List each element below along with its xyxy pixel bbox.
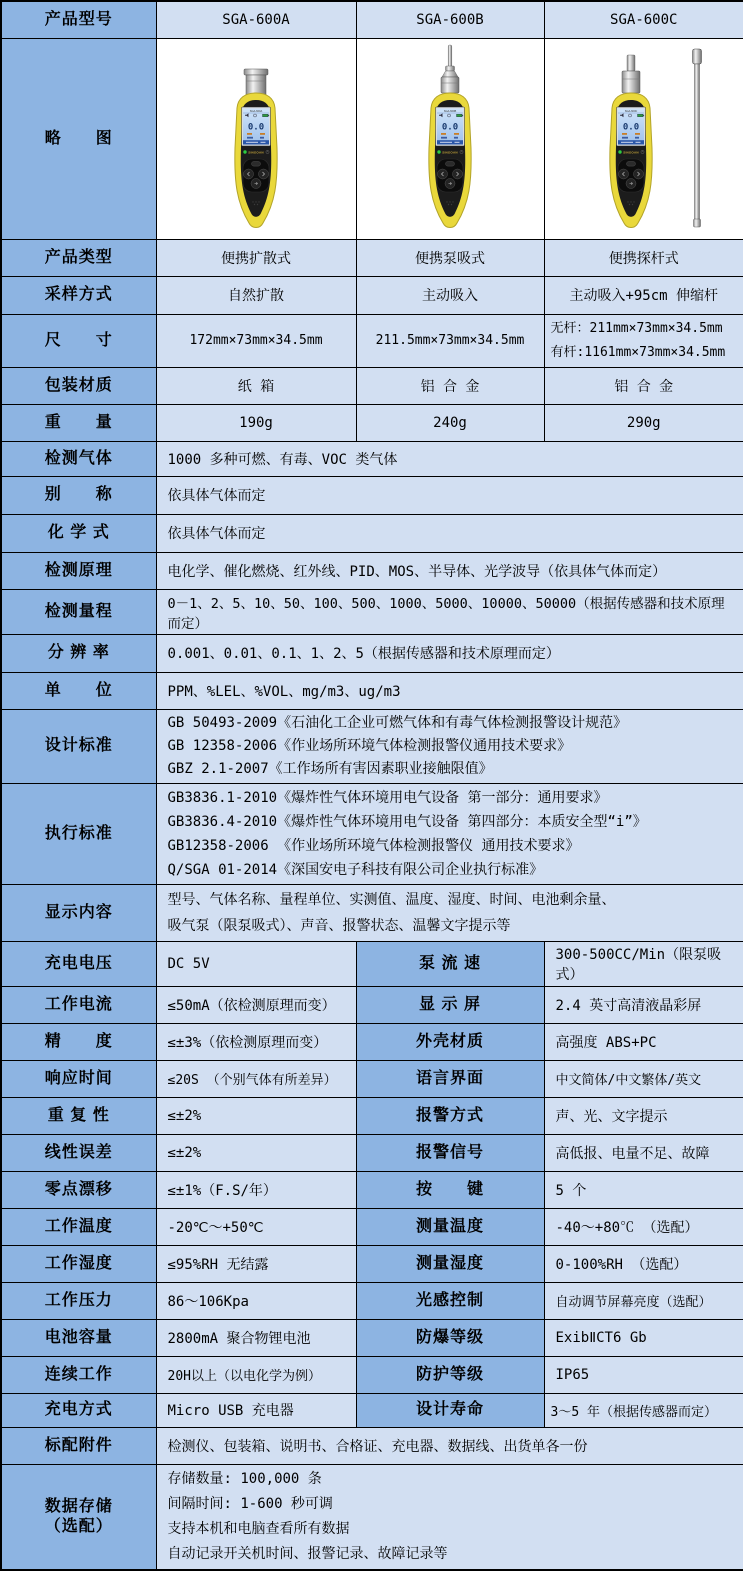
type-label: 产品类型 <box>1 239 156 276</box>
exec-standard-line: GB3836.4-2010《爆炸性气体环境用电气设备 第四部分：本质安全型“i”》 <box>167 813 647 830</box>
size-label: 尺 寸 <box>1 314 156 367</box>
right-button <box>633 169 643 179</box>
sensor-tube <box>627 55 635 71</box>
row-size <box>1 314 743 367</box>
design-standard-line: GBZ 2.1-2007《工作场所有害因素职业接触限值》 <box>167 760 493 777</box>
packaging-b: 铝 合 金 <box>356 367 544 404</box>
resolution-label: 分 辨 率 <box>1 634 156 672</box>
alarm-signal-value: 高低报、电量不足、故障 <box>544 1134 743 1171</box>
storage-label-line2: （选配） <box>44 1517 113 1535</box>
screen-reading: 0.0 <box>622 122 639 132</box>
zero-drift-value: ≤±1%（F.S/年） <box>156 1171 356 1208</box>
menu-button <box>252 161 261 166</box>
design-standard-line: GB 12358-2006《作业场所环境气体检测报警仪通用技术要求》 <box>167 737 572 754</box>
display-screen-value: 2.4 英寸高清液晶彩屏 <box>544 986 743 1023</box>
row-pair-5 <box>1 1134 743 1171</box>
screen-title: SGA-600C <box>624 109 638 113</box>
unit-value: PPM、%LEL、%VOL、mg/m3、ug/m3 <box>156 672 743 709</box>
light-control-label: 光感控制 <box>356 1282 544 1319</box>
range-label: 检测量程 <box>1 589 156 634</box>
exec-standard-line: GB12358-2006 《作业场所环境气体检测报警仪 通用技术要求》 <box>167 837 580 854</box>
gas-label: 检测气体 <box>1 441 156 476</box>
display-screen-label: 显 示 屏 <box>356 986 544 1023</box>
storage-label-line1: 数据存储 <box>44 1497 113 1515</box>
screen-title: SGA-600A <box>249 109 263 113</box>
battery-capacity-label: 电池容量 <box>1 1319 156 1356</box>
display-content-value <box>156 884 743 941</box>
pump-flow-label: 泵 流 速 <box>356 941 544 986</box>
weight-a: 190g <box>156 404 356 441</box>
display-content-label: 显示内容 <box>1 884 156 941</box>
measure-temp-value: -40～+80℃ （选配） <box>544 1208 743 1245</box>
working-current-label: 工作电流 <box>1 986 156 1023</box>
row-range <box>1 589 743 634</box>
row-alias <box>1 476 743 514</box>
accessories-label: 标配附件 <box>1 1427 156 1464</box>
exec-standard-value <box>156 783 743 884</box>
type-b: 便携泵吸式 <box>356 239 544 276</box>
left-button <box>438 169 448 179</box>
linearity-error-value: ≤±2% <box>156 1134 356 1171</box>
alarm-signal-label: 报警信号 <box>356 1134 544 1171</box>
buttons-value: 5 个 <box>544 1171 743 1208</box>
alias-value: 依具体气体而定 <box>156 476 743 514</box>
row-gas <box>1 441 743 476</box>
explosion-proof-label: 防爆等级 <box>356 1319 544 1356</box>
continuous-work-value: 20H以上（以电化学为例） <box>156 1356 356 1393</box>
repeatability-value: ≤±2% <box>156 1097 356 1134</box>
device-image-sga-600a <box>171 43 341 235</box>
screen-title: SGA-600B <box>443 109 457 113</box>
shell-material-value: 高强度 ABS+PC <box>544 1023 743 1060</box>
formula-value: 依具体气体而定 <box>156 514 743 552</box>
row-storage <box>1 1464 743 1570</box>
measure-temp-label: 测量温度 <box>356 1208 544 1245</box>
row-sampling <box>1 276 743 314</box>
row-pair-4 <box>1 1097 743 1134</box>
row-unit <box>1 672 743 709</box>
row-pair-1 <box>1 986 743 1023</box>
menu-button <box>626 161 635 166</box>
protection-level-label: 防护等级 <box>356 1356 544 1393</box>
row-pair-9 <box>1 1282 743 1319</box>
alarm-mode-label: 报警方式 <box>356 1097 544 1134</box>
row-display-content <box>1 884 743 941</box>
screen-reading: 0.0 <box>441 122 459 132</box>
sampling-label: 采样方式 <box>1 276 156 314</box>
right-button <box>259 169 269 179</box>
pump-flow-value: 300-500CC/Min（限泵吸式） <box>544 941 743 986</box>
storage-label <box>1 1464 156 1570</box>
charging-method-label: 充电方式 <box>1 1393 156 1427</box>
weight-b: 240g <box>356 404 544 441</box>
working-humidity-value: ≤95%RH 无结露 <box>156 1245 356 1282</box>
exec-standard-line: Q/SGA 01-2014《深国安电子科技有限公司企业执行标准》 <box>167 861 544 878</box>
principle-label: 检测原理 <box>1 552 156 589</box>
size-c <box>544 314 743 367</box>
working-temp-label: 工作温度 <box>1 1208 156 1245</box>
response-time-value: ≤20S （个别气体有所差异） <box>156 1060 356 1097</box>
battery-capacity-value: 2800mA 聚合物锂电池 <box>156 1319 356 1356</box>
formula-label: 化 学 式 <box>1 514 156 552</box>
principle-value: 电化学、催化燃烧、红外线、PID、MOS、半导体、光学波导（依具体气体而定） <box>156 552 743 589</box>
model-b: SGA-600B <box>356 1 544 38</box>
model-a: SGA-600A <box>156 1 356 38</box>
row-pair-3 <box>1 1060 743 1097</box>
measure-humidity-label: 测量湿度 <box>356 1245 544 1282</box>
left-button <box>244 169 254 179</box>
linearity-error-label: 线性误差 <box>1 1134 156 1171</box>
battery-icon <box>263 114 269 117</box>
gas-value: 1000 多种可燃、有毒、VOC 类气体 <box>156 441 743 476</box>
explosion-proof-value: ExibⅡCT6 Gb <box>544 1319 743 1356</box>
display-content-line: 吸气泵（限泵吸式）、声音、报警状态、温馨文字提示等 <box>167 917 511 934</box>
row-accessories <box>1 1427 743 1464</box>
sensor-cap <box>244 69 268 75</box>
light-control-value: 自动调节屏幕亮度（选配） <box>544 1282 743 1319</box>
working-humidity-label: 工作湿度 <box>1 1245 156 1282</box>
storage-line: 自动记录开关机时间、报警记录、故障记录等 <box>167 1545 448 1562</box>
size-c-line1: 无杆：211mm×73mm×34.5mm <box>550 320 723 336</box>
row-principle <box>1 552 743 589</box>
design-life-label: 设计寿命 <box>356 1393 544 1427</box>
battery-icon <box>457 114 463 117</box>
right-button <box>453 169 463 179</box>
unit-label: 单 位 <box>1 672 156 709</box>
packaging-c: 铝 合 金 <box>544 367 743 404</box>
design-life-value: 3～5 年（根据传感器而定） <box>544 1393 743 1427</box>
sketch-label: 略 图 <box>1 38 156 239</box>
weight-c: 290g <box>544 404 743 441</box>
probe-needle <box>448 45 452 67</box>
row-resolution <box>1 634 743 672</box>
shell-material-label: 外壳材质 <box>356 1023 544 1060</box>
accuracy-value: ≤±3%（依检测原理而变） <box>156 1023 356 1060</box>
row-pair-0 <box>1 941 743 986</box>
language-value: 中文简体/中文繁体/英文 <box>544 1060 743 1097</box>
row-pair-12 <box>1 1393 743 1427</box>
row-model <box>1 1 743 38</box>
sampling-a: 自然扩散 <box>156 276 356 314</box>
alias-label: 别 称 <box>1 476 156 514</box>
telescopic-rod <box>692 49 701 227</box>
brand-text: SINGOAN <box>623 150 639 155</box>
sketch-cell-c <box>544 38 743 239</box>
zero-drift-label: 零点漂移 <box>1 1171 156 1208</box>
measure-humidity-value: 0-100%RH （选配） <box>544 1245 743 1282</box>
device-image-sga-600b <box>365 43 535 235</box>
row-design-standard <box>1 709 743 783</box>
size-b: 211.5mm×73mm×34.5mm <box>356 314 544 367</box>
working-current-value: ≤50mA（依检测原理而变） <box>156 986 356 1023</box>
size-a: 172mm×73mm×34.5mm <box>156 314 356 367</box>
brand-text: SINGOAN <box>248 150 264 155</box>
weight-label: 重 量 <box>1 404 156 441</box>
resolution-value: 0.001、0.01、0.1、1、2、5（根据传感器和技术原理而定） <box>156 634 743 672</box>
alarm-mode-value: 声、光、文字提示 <box>544 1097 743 1134</box>
packaging-label: 包装材质 <box>1 367 156 404</box>
type-a: 便携扩散式 <box>156 239 356 276</box>
repeatability-label: 重 复 性 <box>1 1097 156 1134</box>
storage-line: 存储数量: 100,000 条 <box>167 1470 322 1487</box>
row-pair-11 <box>1 1356 743 1393</box>
row-weight <box>1 404 743 441</box>
row-exec-standard <box>1 783 743 884</box>
led-indicator <box>618 150 621 153</box>
continuous-work-label: 连续工作 <box>1 1356 156 1393</box>
led-indicator <box>437 150 440 153</box>
led-indicator <box>243 150 246 153</box>
model-label: 产品型号 <box>1 1 156 38</box>
charge-voltage-value: DC 5V <box>156 941 356 986</box>
row-pair-7 <box>1 1208 743 1245</box>
sketch-cell-b <box>356 38 544 239</box>
storage-line: 间隔时间: 1-600 秒可调 <box>167 1495 333 1512</box>
exec-standard-label: 执行标准 <box>1 783 156 884</box>
charging-method-value: Micro USB 充电器 <box>156 1393 356 1427</box>
row-pair-10 <box>1 1319 743 1356</box>
row-packaging <box>1 367 743 404</box>
model-c: SGA-600C <box>544 1 743 38</box>
row-pair-2 <box>1 1023 743 1060</box>
left-button <box>618 169 628 179</box>
working-temp-value: -20℃～+50℃ <box>156 1208 356 1245</box>
design-standard-line: GB 50493-2009《石油化工企业可燃气体和有毒气体检测报警设计规范》 <box>167 714 628 731</box>
sampling-c: 主动吸入+95cm 伸缩杆 <box>544 276 743 314</box>
accessories-value: 检测仪、包装箱、说明书、合格证、充电器、数据线、出货单各一份 <box>156 1427 743 1464</box>
row-pair-6 <box>1 1171 743 1208</box>
storage-value <box>156 1464 743 1570</box>
menu-button <box>446 161 455 166</box>
protection-level-value: IP65 <box>544 1356 743 1393</box>
sketch-cell-a <box>156 38 356 239</box>
battery-icon <box>637 114 643 117</box>
storage-line: 支持本机和电脑查看所有数据 <box>167 1520 350 1537</box>
device-image-sga-600c <box>559 43 729 235</box>
row-pair-8 <box>1 1245 743 1282</box>
sampling-b: 主动吸入 <box>356 276 544 314</box>
size-c-line2: 有杆:1161mm×73mm×34.5mm <box>550 344 726 360</box>
brand-text: SINGOAN <box>442 150 458 155</box>
display-content-line: 型号、气体名称、量程单位、实测值、温度、湿度、时间、电池剩余量、 <box>167 891 616 908</box>
row-type <box>1 239 743 276</box>
packaging-a: 纸 箱 <box>156 367 356 404</box>
design-standard-label: 设计标准 <box>1 709 156 783</box>
type-c: 便携探杆式 <box>544 239 743 276</box>
response-time-label: 响应时间 <box>1 1060 156 1097</box>
exec-standard-line: GB3836.1-2010《爆炸性气体环境用电气设备 第一部分：通用要求》 <box>167 789 608 806</box>
working-pressure-label: 工作压力 <box>1 1282 156 1319</box>
accuracy-label: 精 度 <box>1 1023 156 1060</box>
design-standard-value <box>156 709 743 783</box>
working-pressure-value: 86～106Kpa <box>156 1282 356 1319</box>
row-sketch <box>1 38 743 239</box>
row-formula <box>1 514 743 552</box>
buttons-label: 按 键 <box>356 1171 544 1208</box>
charge-voltage-label: 充电电压 <box>1 941 156 986</box>
screen-reading: 0.0 <box>247 122 265 132</box>
range-value: 0－1、2、5、10、50、100、500、1000、5000、10000、50000（根据传感器和技术原理而定） <box>156 589 743 634</box>
language-label: 语言界面 <box>356 1060 544 1097</box>
